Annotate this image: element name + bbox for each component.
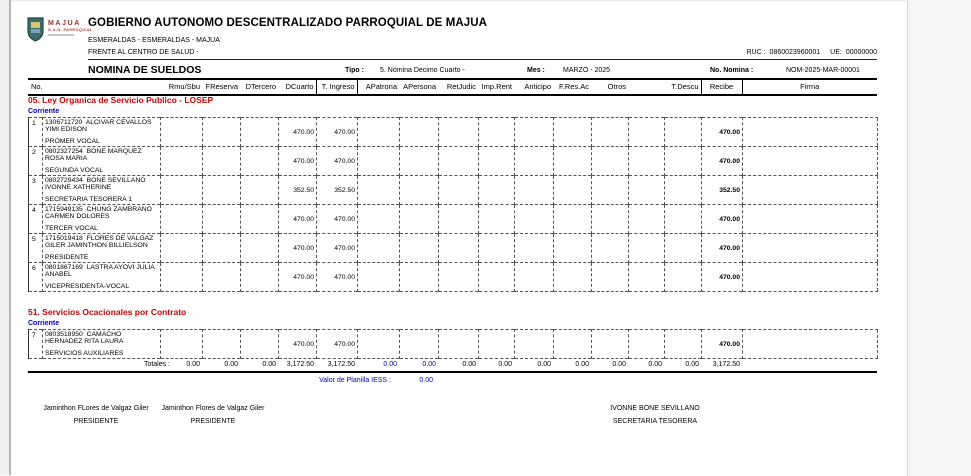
- col-recibe: Recibe: [701, 79, 742, 95]
- cell-fresac: [554, 234, 592, 263]
- employee-position: SECRETARIA TESORERA 1: [45, 196, 133, 203]
- cell-otros: [592, 176, 629, 205]
- group-label-corriente: Corriente: [28, 108, 60, 115]
- cell-firma: [743, 234, 878, 263]
- cell-tingreso: 470.00: [317, 118, 358, 147]
- cell-freserva: [203, 330, 241, 359]
- cell-apatrona: [358, 330, 400, 359]
- employee-id: 0802729434: [45, 177, 83, 184]
- row-number: 5: [32, 236, 36, 243]
- cell-recibe: 470.00: [702, 205, 743, 234]
- employee-name: CHUNG ZAMBRANO CARMEN DOLORES: [45, 206, 152, 221]
- table-row: [29, 234, 878, 263]
- cell-apatrona: [358, 176, 400, 205]
- cell-recibe: 470.00: [702, 234, 743, 263]
- cell-tingreso: 470.00: [317, 263, 358, 292]
- cell-otros: [592, 263, 629, 292]
- group-label-corriente-2: Corriente: [28, 320, 60, 327]
- tipo-label: Tipo :: [345, 67, 364, 74]
- mes-label: Mes :: [527, 67, 545, 74]
- employee-cell: [43, 330, 161, 359]
- header-row: [28, 79, 877, 95]
- cell-fresac: [554, 118, 592, 147]
- table-row: [29, 205, 878, 234]
- cell-tingreso: 352.50: [317, 176, 358, 205]
- col-rmu: Rmu/Sbu: [168, 82, 201, 91]
- cell-otros: [592, 234, 629, 263]
- cell-dcuarto: 470.00: [279, 330, 317, 359]
- cell-retjudic: [439, 118, 479, 147]
- cell-rmu: [161, 176, 203, 205]
- cell-freserva: [203, 263, 241, 292]
- cell-fresac: [554, 147, 592, 176]
- col-apersona: APersona: [403, 82, 437, 91]
- total-apatrona: 0.00: [383, 361, 398, 368]
- cell-imprent: [479, 147, 515, 176]
- cell-extra: [629, 205, 665, 234]
- section-title-losep: 05. Ley Organica de Servicio Publico - LOSEP: [28, 95, 214, 105]
- table-header: [28, 78, 877, 96]
- employee-position: PROMER VOCAL: [45, 138, 100, 145]
- cell-rmu: [161, 330, 203, 359]
- cell-anticipo: [515, 330, 554, 359]
- employee-cell: [43, 147, 161, 176]
- cell-anticipo: [515, 176, 554, 205]
- cell-apatrona: [358, 234, 400, 263]
- nomina-report-page: [11, 0, 908, 476]
- employee-table-losep: [28, 117, 878, 292]
- cell-dcuarto: 470.00: [279, 118, 317, 147]
- signature-title: PRESIDENTE: [73, 418, 119, 425]
- signature-title: PRESIDENTE: [190, 418, 236, 425]
- cell-tingreso: 470.00: [317, 330, 358, 359]
- cell-apersona: [400, 263, 439, 292]
- cell-otros: [592, 147, 629, 176]
- cell-freserva: [203, 176, 241, 205]
- cell-tdescu: [665, 330, 702, 359]
- cell-dtercero: [241, 147, 279, 176]
- total-tingreso: 3,172.50: [327, 361, 356, 368]
- cell-dtercero: [241, 234, 279, 263]
- cell-firma: [743, 176, 878, 205]
- employee-cell: [43, 234, 161, 263]
- cell-recibe: 470.00: [702, 147, 743, 176]
- cell-apersona: [400, 147, 439, 176]
- mes-value: MARZO - 2025: [563, 67, 611, 74]
- cell-tingreso: 470.00: [317, 147, 358, 176]
- cell-dcuarto: 470.00: [279, 205, 317, 234]
- col-otros: Otros: [607, 82, 627, 91]
- cell-apatrona: [358, 263, 400, 292]
- nomina-label: No. Nomina :: [710, 67, 754, 74]
- cell-tdescu: [665, 263, 702, 292]
- ruc-line: [28, 49, 877, 56]
- cell-rmu: [161, 234, 203, 263]
- signature-block: [560, 405, 750, 426]
- document-body: [11, 1, 907, 476]
- section-title-contrato: 51. Servicios Ocacionales por Contrato: [28, 307, 187, 317]
- cell-otros: [592, 205, 629, 234]
- employee-name: BONE SEVILLANO IVONNE XATHERINE: [45, 177, 146, 192]
- col-anticipo: Anticipo: [524, 82, 552, 91]
- table-row: [29, 176, 878, 205]
- employee-id: 1715019418: [45, 235, 83, 242]
- cell-tdescu: [665, 234, 702, 263]
- employee-name: BONE MARQUEZ ROSA MARIA: [45, 148, 142, 163]
- col-retjudic: RetJudic: [446, 82, 477, 91]
- total-dtercero: 0.00: [262, 361, 277, 368]
- cell-fresac: [554, 176, 592, 205]
- employee-name: CAMACHO HERNADEZ RITA LAURA: [45, 331, 124, 346]
- cell-recibe: 470.00: [702, 330, 743, 359]
- cell-firma: [743, 147, 878, 176]
- signature-name: Jaminthon Flores de Valgaz Giler: [161, 405, 265, 412]
- cell-freserva: [203, 147, 241, 176]
- col-tingreso: T. Ingreso: [316, 79, 357, 95]
- cell-imprent: [479, 234, 515, 263]
- cell-imprent: [479, 205, 515, 234]
- total-tdescu: 0.00: [685, 361, 700, 368]
- employee-position: SERVICIOS AUXILIARES: [45, 350, 124, 357]
- cell-retjudic: [439, 234, 479, 263]
- total-fresac: 0.00: [575, 361, 590, 368]
- cell-otros: [592, 330, 629, 359]
- left-gutter: [0, 0, 11, 475]
- col-dtercero: DTercero: [245, 82, 277, 91]
- logo-caption-bar: [48, 34, 74, 36]
- col-firma: Firma: [742, 79, 877, 95]
- logo-subtitle: G.A.D. PARROQUIAL: [48, 28, 93, 32]
- cell-retjudic: [439, 147, 479, 176]
- cell-dtercero: [241, 330, 279, 359]
- cell-firma: [743, 118, 878, 147]
- employee-cell: [43, 205, 161, 234]
- table-row: [29, 147, 878, 176]
- col-tdescu: T.Descu: [671, 82, 699, 91]
- row-number: 3: [32, 178, 36, 185]
- cell-dcuarto: 470.00: [279, 234, 317, 263]
- tipo-value: 5. Nómina Decimo Cuarto -: [380, 67, 465, 74]
- table-row: [29, 118, 878, 147]
- cell-dtercero: [241, 205, 279, 234]
- cell-retjudic: [439, 263, 479, 292]
- cell-fresac: [554, 263, 592, 292]
- total-extra: 0.00: [648, 361, 663, 368]
- signature-block: [118, 405, 308, 426]
- col-fresac: F.Res.Ac: [559, 82, 590, 91]
- cell-extra: [629, 176, 665, 205]
- cell-recibe: 470.00: [702, 263, 743, 292]
- employee-id: 0802327254: [45, 148, 83, 155]
- crest-icon: [26, 16, 45, 43]
- col-blank: [628, 79, 664, 95]
- employee-table-contrato: [28, 329, 878, 359]
- employee-id: 1715949135: [45, 206, 83, 213]
- total-anticipo: 0.00: [537, 361, 552, 368]
- col-imprent: Imp.Rent: [481, 82, 513, 91]
- total-dcuarto: 3,172.50: [286, 361, 315, 368]
- planilla-label: Valor de Planilla IESS :: [319, 377, 391, 384]
- cell-retjudic: [439, 176, 479, 205]
- cell-extra: [629, 118, 665, 147]
- employee-id: 1306711720: [45, 119, 83, 126]
- table-row: [29, 263, 878, 292]
- employee-position: TERCER VOCAL: [45, 225, 98, 232]
- org-logo: [26, 16, 93, 43]
- signature-name: IVONNE BONE SEVILLANO: [610, 405, 700, 412]
- ruc-value: 0860023960001: [769, 49, 821, 56]
- cell-apatrona: [358, 118, 400, 147]
- cell-anticipo: [515, 234, 554, 263]
- col-no: No.: [31, 82, 43, 91]
- org-location: ESMERALDAS - ESMERALDAS - MAJUA: [88, 37, 220, 44]
- signature-title: SECRETARIA TESORERA: [612, 418, 698, 425]
- logo-title: MAJUA: [48, 20, 81, 27]
- cell-tingreso: 470.00: [317, 234, 358, 263]
- cell-recibe: 352.50: [702, 176, 743, 205]
- org-address: FRENTE AL CENTRO DE SALUD -: [88, 49, 199, 56]
- employee-cell: [43, 118, 161, 147]
- cell-dtercero: [241, 176, 279, 205]
- cell-imprent: [479, 118, 515, 147]
- cell-rmu: [161, 205, 203, 234]
- total-recibe: 3,172.50: [712, 361, 741, 368]
- cell-rmu: [161, 263, 203, 292]
- ue-value: 00000000: [845, 49, 877, 56]
- employee-name: ALCIVAR CEVALLOS YIMI EDISON: [45, 119, 152, 134]
- cell-freserva: [203, 205, 241, 234]
- cell-extra: [629, 147, 665, 176]
- cell-dtercero: [241, 118, 279, 147]
- cell-tingreso: 470.00: [317, 205, 358, 234]
- total-otros: 0.00: [612, 361, 627, 368]
- row-number: 2: [32, 149, 36, 156]
- cell-anticipo: [515, 147, 554, 176]
- totals: [28, 359, 877, 372]
- cell-anticipo: [515, 263, 554, 292]
- cell-tdescu: [665, 176, 702, 205]
- planilla-value: 0.00: [419, 377, 433, 384]
- cell-tdescu: [665, 118, 702, 147]
- cell-dcuarto: 470.00: [279, 263, 317, 292]
- employee-name: FLORES DE VALGAZ GILER JAMINTHON BILLIELSON: [45, 235, 154, 250]
- cell-fresac: [554, 330, 592, 359]
- cell-otros: [592, 118, 629, 147]
- employee-cell: [43, 176, 161, 205]
- cell-apatrona: [358, 147, 400, 176]
- total-apersona: 0.00: [422, 361, 437, 368]
- cell-retjudic: [439, 205, 479, 234]
- cell-firma: [743, 330, 878, 359]
- cell-tdescu: [665, 205, 702, 234]
- total-firma-empty: [742, 359, 877, 372]
- ue-label: UE:: [830, 49, 842, 56]
- cell-recibe: 470.00: [702, 118, 743, 147]
- cell-firma: [743, 263, 878, 292]
- cell-freserva: [203, 234, 241, 263]
- cell-dcuarto: 352.50: [279, 176, 317, 205]
- cell-fresac: [554, 205, 592, 234]
- table-row: [29, 330, 878, 359]
- employee-position: VICEPRESIDENTA-VOCAL: [45, 283, 130, 290]
- cell-freserva: [203, 118, 241, 147]
- total-retjudic: 0.00: [462, 361, 477, 368]
- totals-row: [28, 359, 877, 373]
- logo-text: [48, 16, 93, 36]
- cell-apersona: [400, 118, 439, 147]
- employee-id: 0803518950: [45, 331, 83, 338]
- nomina-value: NOM-2025-MAR-00001: [786, 67, 860, 74]
- cell-rmu: [161, 118, 203, 147]
- cell-apersona: [400, 234, 439, 263]
- cell-apersona: [400, 205, 439, 234]
- row-number: 7: [32, 332, 36, 339]
- cell-tdescu: [665, 147, 702, 176]
- report-title: NOMINA DE SUELDOS: [88, 64, 202, 76]
- totals-label: Totales :: [143, 361, 171, 368]
- header-divider: [88, 59, 877, 60]
- col-freserva: FReserva: [205, 82, 239, 91]
- employee-position: SEGUNDA VOCAL: [45, 167, 104, 174]
- row-number: 6: [32, 265, 36, 272]
- report-title-bar: [11, 64, 907, 77]
- cell-anticipo: [515, 205, 554, 234]
- row-number: 1: [32, 120, 36, 127]
- cell-firma: [743, 205, 878, 234]
- cell-apatrona: [358, 205, 400, 234]
- cell-extra: [629, 234, 665, 263]
- cell-apersona: [400, 330, 439, 359]
- cell-apersona: [400, 176, 439, 205]
- cell-anticipo: [515, 118, 554, 147]
- employee-position: PRESIDENTE: [45, 254, 89, 261]
- cell-imprent: [479, 176, 515, 205]
- col-dcuarto: DCuarto: [285, 82, 314, 91]
- cell-imprent: [479, 330, 515, 359]
- total-imprent: 0.00: [498, 361, 513, 368]
- cell-dtercero: [241, 263, 279, 292]
- employee-name: LASTRA AYOVI JULIA ANABEL: [45, 264, 155, 279]
- signature-name: Jaminthon FLores de Valgaz Giler: [43, 405, 149, 412]
- cell-rmu: [161, 147, 203, 176]
- employee-id: 0801867169: [45, 264, 83, 271]
- col-apatrona: APatrona: [357, 79, 399, 95]
- total-rmu: 0.00: [186, 361, 201, 368]
- employee-cell: [43, 263, 161, 292]
- cell-extra: [629, 330, 665, 359]
- total-freserva: 0.00: [224, 361, 239, 368]
- cell-imprent: [479, 263, 515, 292]
- org-name: GOBIERNO AUTONOMO DESCENTRALIZADO PARROQUIAL DE MAJUA: [88, 17, 488, 29]
- ruc-label: RUC :: [746, 49, 766, 56]
- cell-retjudic: [439, 330, 479, 359]
- row-number: 4: [32, 207, 36, 214]
- cell-extra: [629, 263, 665, 292]
- cell-dcuarto: 470.00: [279, 147, 317, 176]
